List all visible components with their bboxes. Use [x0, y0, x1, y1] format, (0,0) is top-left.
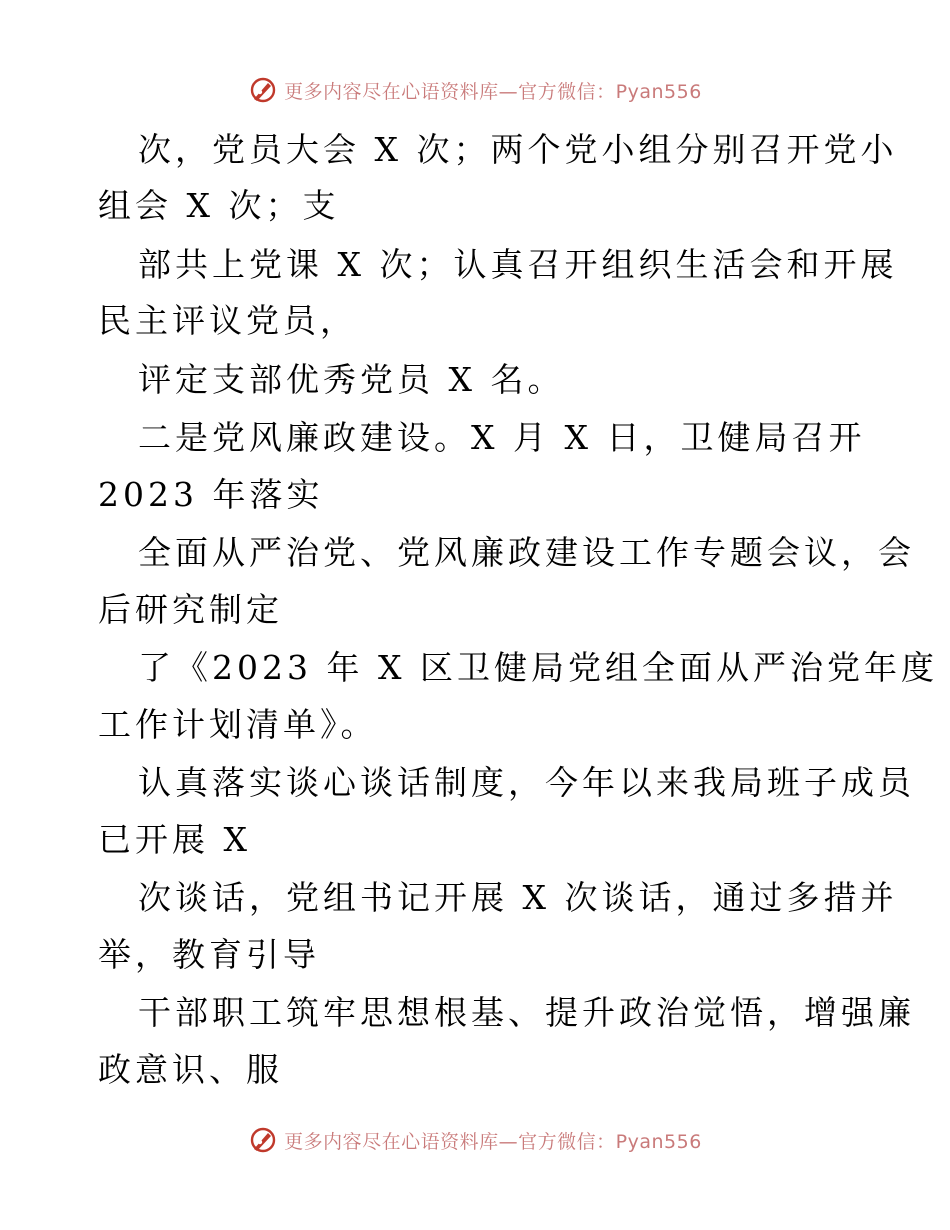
body-line: 了《2023 年 X 区卫健局党组全面从严治党年度	[138, 648, 938, 687]
body-line: 二是党风廉政建设。X 月 X 日，卫健局召开	[138, 418, 866, 457]
header-banner-text: 更多内容尽在心语资料库—官方微信：Pyan556	[284, 80, 702, 103]
body-line: 工作计划清单》。	[98, 705, 378, 744]
body-line: 已开展 X	[98, 820, 251, 859]
body-line: 评定支部优秀党员 X 名。	[138, 360, 565, 399]
body-line: 部共上党课 X 次；认真召开组织生活会和开展	[138, 245, 898, 284]
body-line: 2023 年落实	[98, 475, 324, 514]
body-line: 政意识、服	[98, 1050, 283, 1089]
body-line: 民主评议党员，	[98, 301, 357, 340]
quill-circle-logo-icon	[248, 1125, 278, 1155]
body-line: 干部职工筑牢思想根基、提升政治觉悟，增强廉	[138, 993, 915, 1032]
body-line: 后研究制定	[98, 590, 283, 629]
body-line: 全面从严治党、党风廉政建设工作专题会议，会	[138, 533, 915, 572]
body-line: 次，党员大会 X 次；两个党小组分别召开党小	[138, 130, 898, 169]
body-line: 次谈话，党组书记开展 X 次谈话，通过多措并	[138, 878, 898, 917]
body-line: 组会 X 次；支	[98, 186, 340, 225]
body-line: 认真落实谈心谈话制度，今年以来我局班子成员	[138, 763, 915, 802]
footer-banner-text: 更多内容尽在心语资料库—官方微信：Pyan556	[284, 1130, 702, 1153]
body-line: 举，教育引导	[98, 935, 320, 974]
footer-watermark-banner	[0, 1123, 950, 1157]
